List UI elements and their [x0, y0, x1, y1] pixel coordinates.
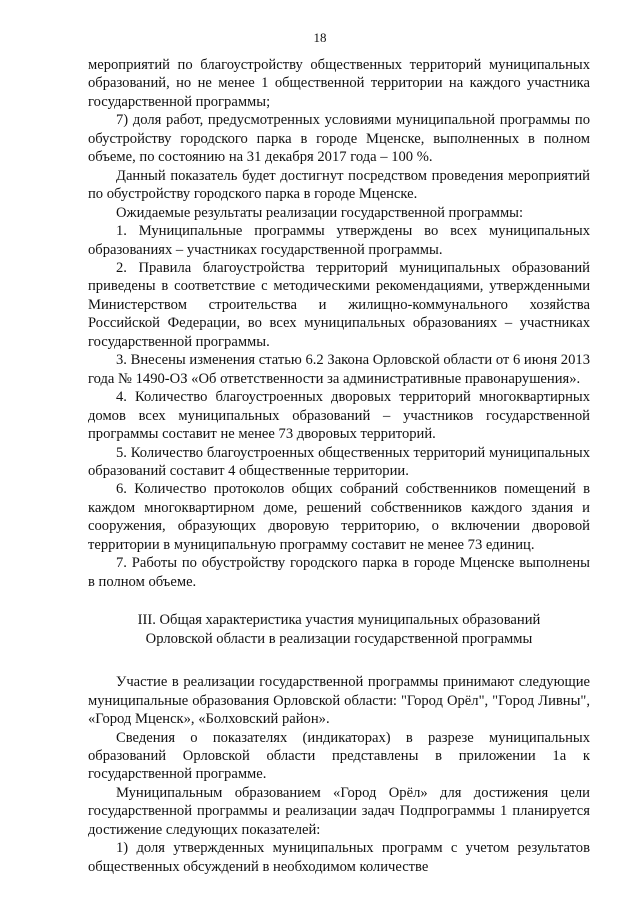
section-heading-line2: Орловской области в реализации государственной программы	[145, 631, 533, 648]
paragraph: 1) доля утвержденных муниципальных программ с учетом результатов общественных обсуждений в необходимом количестве	[88, 840, 590, 875]
paragraph: 7) доля работ, предусмотренных условиями муниципальной программы по обустройству городского парка в городе Мценске, выполненных в полном объеме, по состоянию на 31 декабря 2017 года – 100 %.	[88, 112, 590, 166]
section-heading	[88, 611, 590, 649]
paragraph: 4. Количество благоустроенных дворовых территорий многоквартирных домов всех муниципальных образований – участников государственной программы составит не менее 73 дворовых территорий.	[88, 389, 590, 443]
document-body	[88, 56, 590, 876]
paragraph: 3. Внесены изменения статью 6.2 Закона Орловской области от 6 июня 2013 года № 1490-ОЗ «Об ответственности за административные правонарушения».	[88, 352, 590, 387]
paragraph: 7. Работы по обустройству городского парка в городе Мценске выполнены в полном объеме.	[88, 555, 590, 590]
paragraph: Участие в реализации государственной программы принимают следующие муниципальные образования Орловской области: "Город Орёл", "Город Ливны", «Город Мценск», «Болховский район».	[88, 674, 590, 728]
paragraph: Сведения о показателях (индикаторах) в разрезе муниципальных образований Орловской области представлены в приложении 1а к государственной программе.	[88, 729, 590, 783]
paragraph: 6. Количество протоколов общих собраний собственников помещений в каждом многоквартирном доме, решений собственников каждого здания и сооружения, образующих дворовую территорию, о включении дворовой территории в муниципальную программу составит не менее 73 единиц.	[88, 481, 590, 553]
page-number: 18	[313, 30, 327, 45]
paragraph: Муниципальным образованием «Город Орёл» для достижения цели государственной программы и реализации задач Подпрограммы 1 планируется достижение следующих показателей:	[88, 784, 590, 838]
paragraph: 1. Муниципальные программы утверждены во всех муниципальных образованиях – участниках государственной программы.	[88, 223, 590, 258]
paragraph: 2. Правила благоустройства территорий муниципальных образований приведены в соответствие с методическими рекомендациями, утвержденными Министерством строительства и жилищно-коммунального хозяйства Российской Федерации, во всех муниципальных образованиях – участниках государственной программы.	[88, 259, 590, 350]
paragraph: мероприятий по благоустройству общественных территорий муниципальных образований, но не менее 1 общественной территории на каждого участника государственной программы;	[88, 57, 590, 110]
section-heading-line1: III. Общая характеристика участия муниципальных образований	[137, 612, 541, 629]
paragraph: 5. Количество благоустроенных общественных территорий муниципальных образований составит 4 общественные территории.	[88, 444, 590, 479]
paragraph: Данный показатель будет достигнут посредством проведения мероприятий по обустройству городского парка в городе Мценске.	[88, 167, 590, 203]
paragraph: Ожидаемые результаты реализации государственной программы:	[116, 204, 524, 221]
